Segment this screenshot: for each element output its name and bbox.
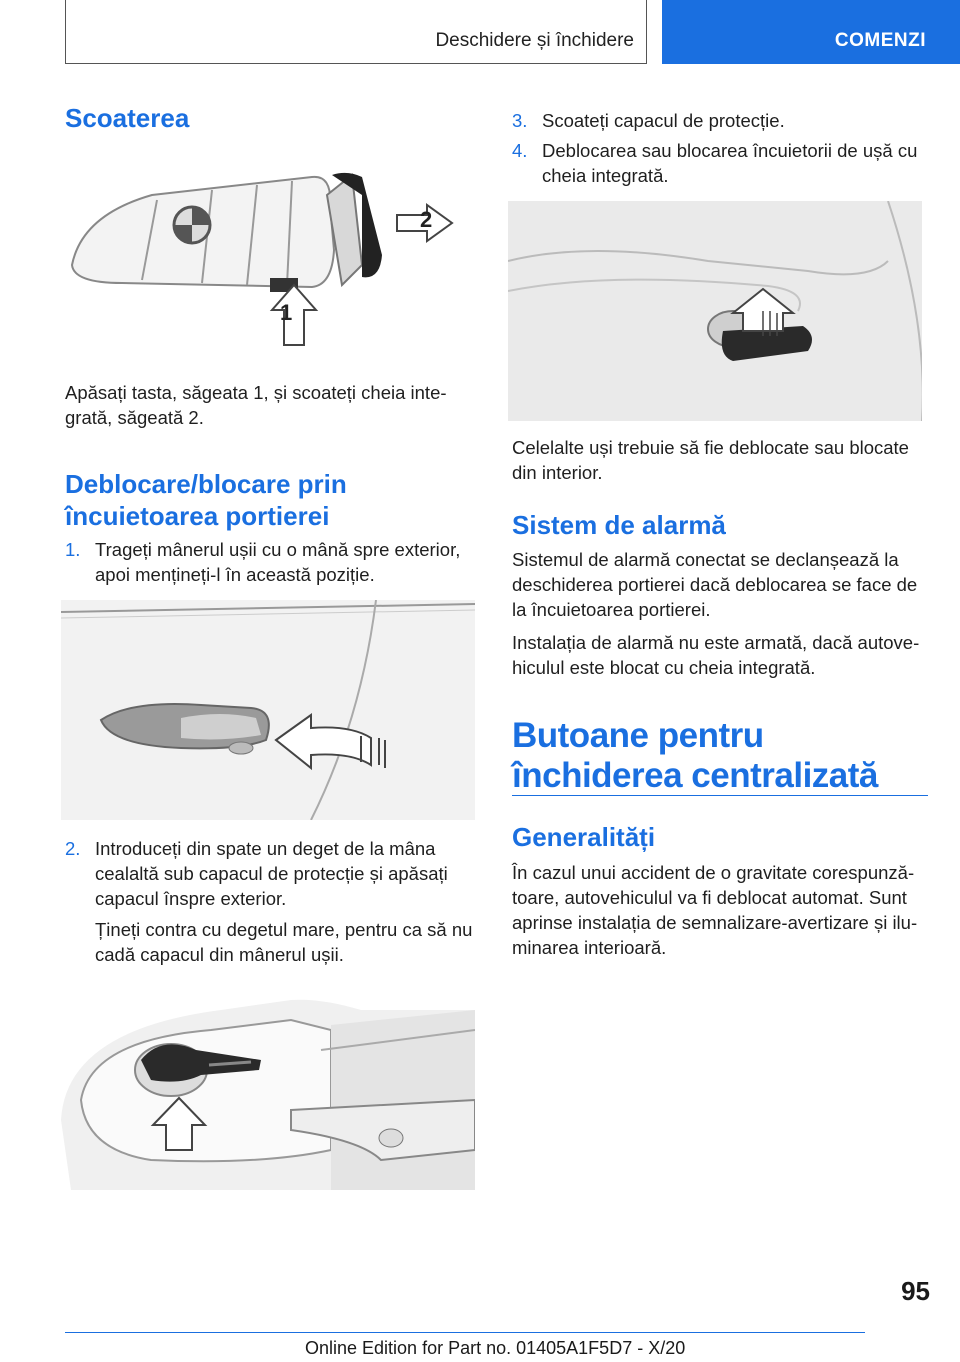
chapter-title: COMENZI xyxy=(834,30,926,51)
step-4 xyxy=(512,138,928,188)
step-1-number: 1. xyxy=(65,539,81,560)
key-removal-figure xyxy=(62,155,476,355)
step-4-number: 4. xyxy=(512,140,528,161)
removal-instruction: Apăsați tasta, săgeata 1, și scoateți cheia integrată, săgeată 2. xyxy=(65,382,447,428)
alarm-text-1: Sistemul de alarmă conectat se declanșează la deschiderea portierei dacă deblocarea se face de la încuietoarea portierei. xyxy=(512,549,918,620)
general-heading: Generalități xyxy=(512,822,656,852)
step-2-text: Introduceți din spate un deget de la mâna cealaltă sub capacul de protecție și apăsați capacul înspre exterior. xyxy=(95,838,448,909)
step-4-text: Deblocarea sau blocarea încuietorii de ușă cu cheia integrată. xyxy=(542,140,918,186)
door-handle-figure xyxy=(61,600,475,820)
page-number: 95 xyxy=(901,1276,930,1306)
section-rule xyxy=(512,795,928,796)
section-title: Deschidere și închidere xyxy=(435,30,634,51)
footer-rule xyxy=(65,1332,865,1333)
step-2-number: 2. xyxy=(65,838,81,859)
central-locking-heading: Butoane pentru închiderea centralizată xyxy=(512,716,878,795)
key-illustration xyxy=(62,155,476,355)
edition-note: Online Edition for Part no. 01405A1F5D7 - X/20 xyxy=(305,1338,686,1358)
header-chapter-tab[interactable] xyxy=(662,0,960,64)
key-in-lock-figure xyxy=(508,201,922,421)
removal-heading: Scoaterea xyxy=(65,103,190,133)
alarm-text-2: Instalația de alarmă nu este armată, dacă autovehiculul este blocat cu cheia integrată. xyxy=(512,632,920,678)
cap-illustration xyxy=(61,990,475,1190)
step-2 xyxy=(65,836,475,911)
step-2-note: Țineți contra cu degetul mare, pentru ca să nu cadă capacul din mânerul ușii. xyxy=(95,919,473,965)
arrow-label-2: 2 xyxy=(420,207,433,232)
step-3-text: Scoateți capacul de protecție. xyxy=(542,110,785,131)
other-doors-text: Celelalte uși trebuie să fie deblocate sau blocate din interior. xyxy=(512,437,909,483)
step-3 xyxy=(512,108,928,133)
header-section-box xyxy=(65,0,647,64)
step-3-number: 3. xyxy=(512,110,528,131)
alarm-heading: Sistem de alarmă xyxy=(512,510,726,540)
key-in-lock-illustration xyxy=(508,201,922,421)
step-1 xyxy=(65,537,475,587)
arrow-label-1: 1 xyxy=(280,300,293,325)
step-1-text: Trageți mânerul ușii cu o mână spre exterior, apoi mențineți-l în această poziție. xyxy=(95,539,461,585)
door-handle-illustration xyxy=(61,600,475,820)
unlock-heading: Deblocare/blocare prin încuietoarea portierei xyxy=(65,469,347,531)
cap-removal-figure xyxy=(61,990,475,1190)
general-text: În cazul unui accident de o gravitate corespunzătoare, autovehiculul va fi deblocat automat. Sunt aprinse instalația de semnalizare-avertizare și iluminarea interioară. xyxy=(512,862,918,958)
